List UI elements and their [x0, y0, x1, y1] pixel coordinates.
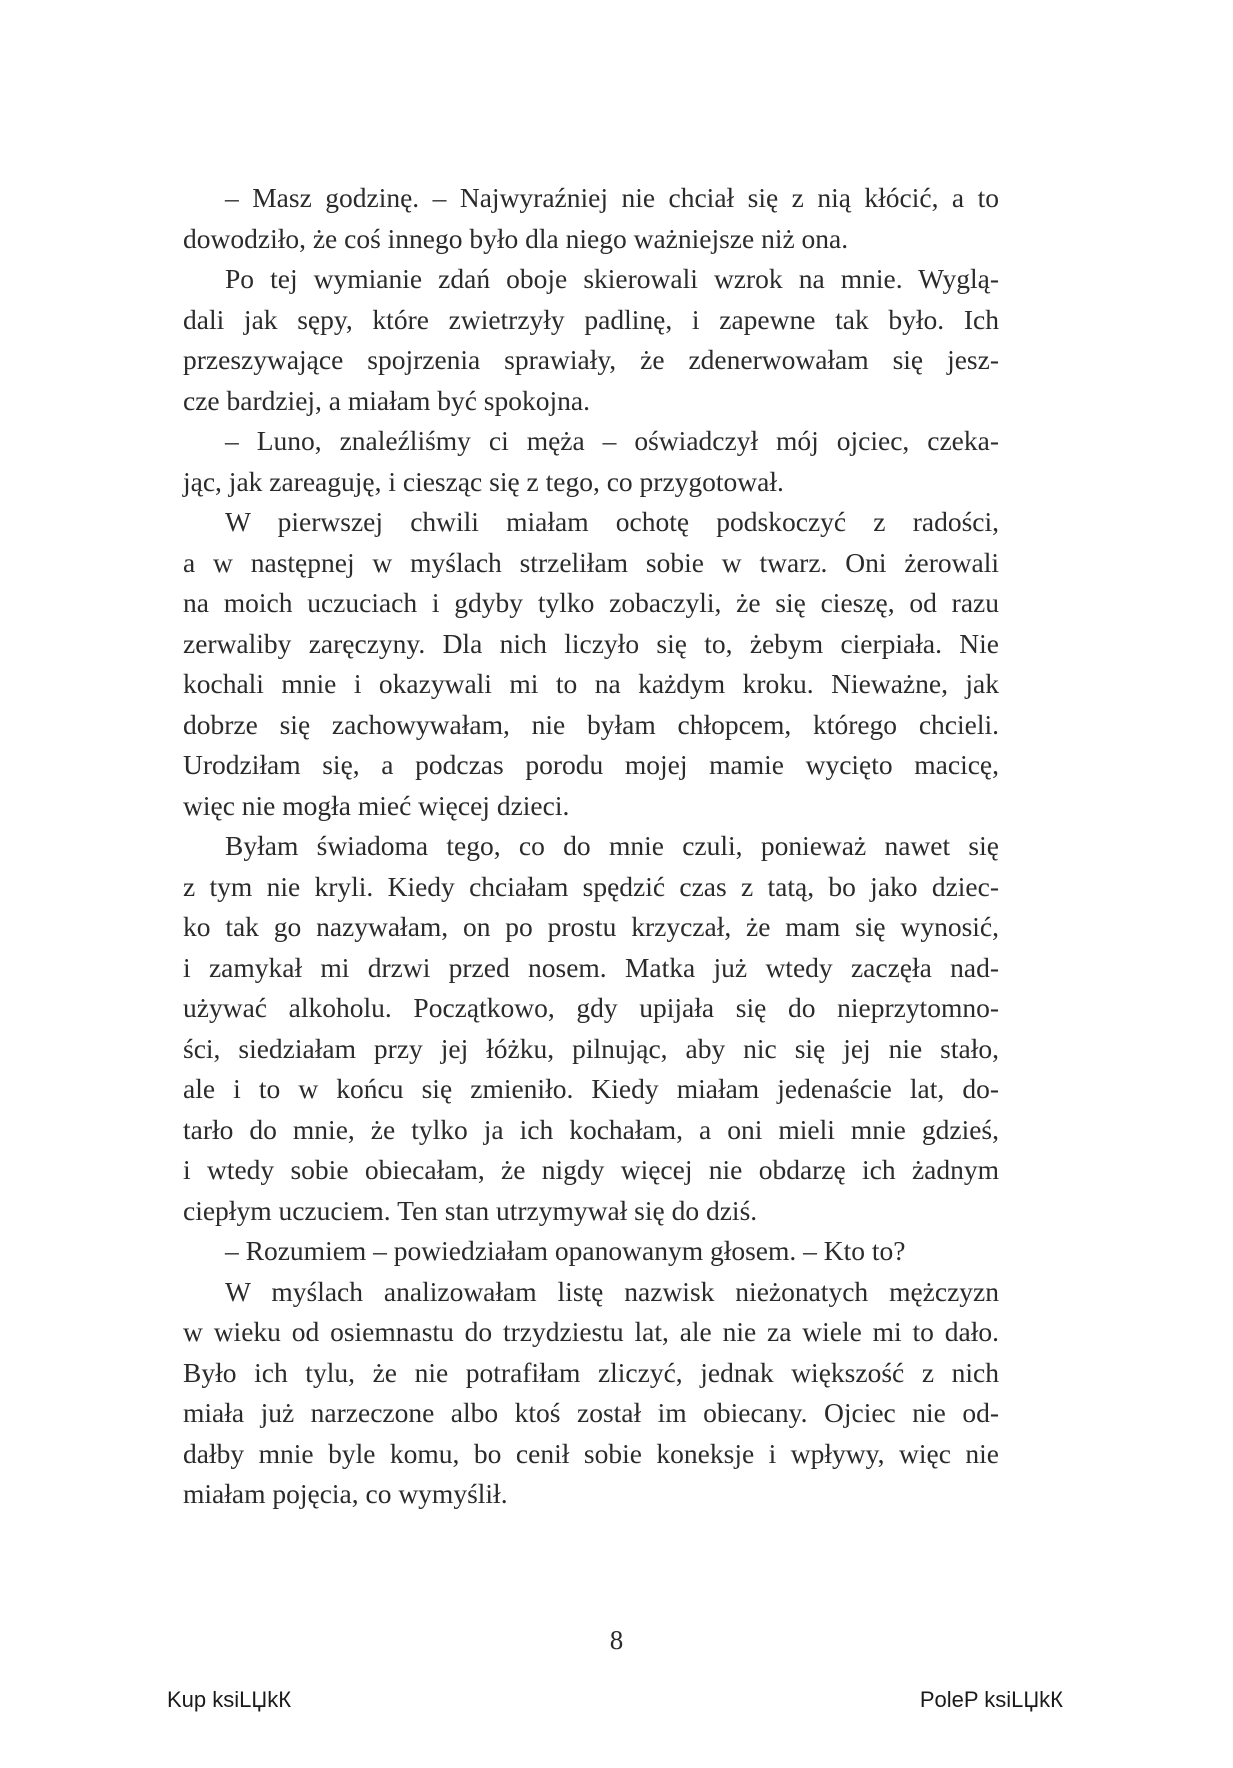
text-line: ści, siedziałam przy jej łóżku, pilnując, aby nic się jej nie stało, — [183, 1032, 999, 1064]
text-line: na moich uczuciach i gdyby tylko zobaczyli, że się cieszę, od razu — [183, 587, 999, 618]
text-line: – Masz godzinę. – Najwyraźniej nie chciał się z nią kłócić, a to — [225, 182, 999, 213]
text-line: z tym nie kryli. Kiedy chciałam spędzić czas z tatą, bo jako dziec- — [183, 870, 999, 902]
body-text — [183, 178, 999, 1515]
text-line: zerwaliby zaręczyny. Dla nich liczyło się to, żebym cierpiała. Nie — [183, 627, 999, 659]
text-line: dobrze się zachowywałam, nie byłam chłopcem, którego chcieli. — [183, 708, 999, 740]
text-line: Było ich tylu, że nie potrafiłam zliczyć, jednak większość z nich — [183, 1356, 999, 1388]
page-number: 8 — [609, 1625, 624, 1655]
recommend-book-link[interactable]: PoleP ksiLЏkК — [919, 1687, 1063, 1712]
text-line: dałby mnie byle komu, bo cenił sobie koneksje i wpływy, więc nie — [183, 1437, 999, 1469]
text-line: i wtedy sobie obiecałam, że nigdy więcej nie obdarzę ich żadnym — [183, 1154, 999, 1185]
text-line: miała już narzeczone albo ktoś został im obiecany. Ojciec nie od- — [183, 1397, 999, 1428]
paragraph — [183, 421, 999, 502]
text-line: miałam pojęcia, co wymyślił. — [183, 1478, 508, 1509]
paragraph — [183, 826, 999, 1231]
text-line: Po tej wymianie zdań oboje skierowali wzrok na mnie. Wyglą- — [225, 263, 999, 294]
text-line: dowodziło, że coś innego było dla niego ważniejsze niż ona. — [183, 222, 849, 254]
text-line: tarło do mnie, że tylko ja ich kochałam, a oni mieli mnie gdzieś, — [183, 1113, 999, 1145]
paragraph — [183, 1231, 999, 1272]
paragraph — [183, 1272, 999, 1515]
text-line: Byłam świadoma tego, co do mnie czuli, ponieważ nawet się — [225, 830, 999, 861]
text-line: a w następnej w myślach strzeliłam sobie w twarz. Oni żerowali — [183, 546, 999, 578]
text-line: dali jak sępy, które zwietrzyły padlinę, i zapewne tak było. Ich — [183, 303, 999, 335]
text-line: ale i to w końcu się zmieniło. Kiedy miałam jedenaście lat, do- — [183, 1073, 999, 1104]
text-line: więc nie mogła mieć więcej dzieci. — [183, 789, 570, 821]
buy-book-link[interactable]: Kup ksiLЏkК — [167, 1687, 292, 1712]
text-line: W myślach analizowałam listę nazwisk nieżonatych mężczyzn — [225, 1275, 999, 1307]
text-line: używać alkoholu. Początkowo, gdy upijała się do nieprzytomno- — [183, 992, 999, 1023]
text-line: w wieku od osiemnastu do trzydziestu lat, ale nie za wiele mi to dało. — [183, 1316, 999, 1347]
paragraph — [183, 502, 999, 826]
text-line: kochali mnie i okazywali mi to na każdym kroku. Nieważne, jak — [183, 668, 999, 699]
paragraph — [183, 259, 999, 421]
text-line: ciepłym uczuciem. Ten stan utrzymywał się do dziś. — [183, 1194, 758, 1226]
text-line: jąc, jak zareaguję, i ciesząc się z tego, co przygotował. — [183, 465, 784, 497]
text-line: Urodziłam się, a podczas porodu mojej mamie wycięto macicę, — [183, 749, 999, 780]
text-line: cze bardziej, a miałam być spokojna. — [183, 384, 590, 416]
text-line: – Rozumiem – powiedziałam opanowanym głosem. – Kto to? — [225, 1235, 906, 1266]
text-line: – Luno, znaleźliśmy ci męża – oświadczył mój ojciec, czeka- — [225, 425, 999, 456]
paragraph — [183, 178, 999, 259]
text-line: W pierwszej chwili miałam ochotę podskoczyć z radości, — [225, 506, 999, 537]
text-line: przeszywające spojrzenia sprawiały, że zdenerwowałam się jesz- — [183, 344, 999, 375]
text-line: i zamykał mi drzwi przed nosem. Matka już wtedy zaczęła nad- — [183, 951, 999, 983]
text-line: ko tak go nazywałam, on po prostu krzyczał, że mam się wynosić, — [183, 911, 999, 942]
